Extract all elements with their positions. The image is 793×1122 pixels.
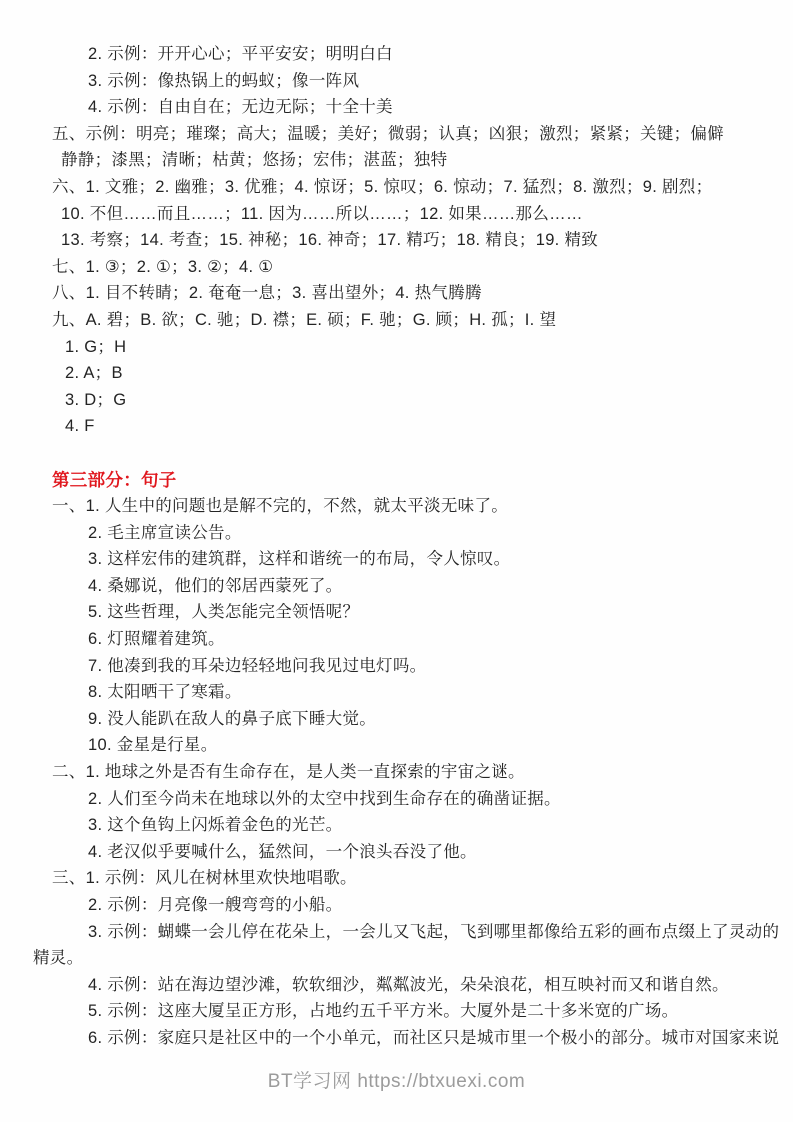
answer-line: 3. 示例：蝴蝶一会儿停在花朵上，一会儿又飞起，飞到哪里都像给五彩的画布点缀上了灵动的 bbox=[88, 922, 780, 941]
answer-line: 六、1. 文雅；2. 幽雅；3. 优雅；4. 惊讶；5. 惊叹；6. 惊动；7. 猛烈；8. 激烈；9. 剧烈； bbox=[52, 177, 713, 196]
answer-line: 6. 示例：家庭只是社区中的一个小单元，而社区只是城市里一个极小的部分。城市对国家来说 bbox=[88, 1028, 780, 1047]
answer-line: 4. 示例：自由自在；无边无际；十全十美 bbox=[88, 98, 393, 117]
answer-line: 2. A；B bbox=[65, 364, 123, 383]
answer-line: 6. 灯照耀着建筑。 bbox=[88, 630, 225, 649]
blank-line bbox=[0, 440, 793, 467]
answer-line: 4. 老汉似乎要喊什么，猛然间，一个浪头吞没了他。 bbox=[88, 842, 477, 861]
answer-line: 2. 人们至今尚未在地球以外的太空中找到生命存在的确凿证据。 bbox=[88, 789, 561, 808]
answer-line: 4. 示例：站在海边望沙滩，软软细沙，粼粼波光，朵朵浪花，相互映衬而又和谐自然。 bbox=[88, 975, 729, 994]
answer-line: 七、1. ③；2. ①；3. ②；4. ① bbox=[52, 257, 274, 276]
answer-line: 5. 示例：这座大厦呈正方形，占地约五千平方米。大厦外是二十多米宽的广场。 bbox=[88, 1002, 679, 1021]
answer-line: 一、1. 人生中的问题也是解不完的，不然，就太平淡无味了。 bbox=[52, 497, 509, 516]
answer-line: 八、1. 目不转睛；2. 奄奄一息；3. 喜出望外；4. 热气腾腾 bbox=[52, 284, 482, 303]
answer-line: 二、1. 地球之外是否有生命存在，是人类一直探索的宇宙之谜。 bbox=[52, 763, 525, 782]
answer-line: 5. 这些哲理，人类怎能完全领悟呢？ bbox=[88, 603, 360, 622]
answer-line: 8. 太阳晒干了寒霜。 bbox=[88, 683, 242, 702]
answer-line: 静静；漆黑；清晰；枯黄；悠扬；宏伟；湛蓝；独特 bbox=[61, 151, 448, 170]
answer-line: 7. 他凑到我的耳朵边轻轻地问我见过电灯吗。 bbox=[88, 656, 427, 675]
answer-line: 13. 考察；14. 考查；15. 神秘；16. 神奇；17. 精巧；18. 精良；19. 精致 bbox=[61, 231, 599, 250]
answer-line: 九、A. 碧；B. 欲；C. 驰；D. 襟；E. 硕；F. 驰；G. 顾；H. 孤；I. 望 bbox=[52, 310, 557, 329]
answer-line: 10. 不但……而且……；11. 因为……所以……；12. 如果……那么…… bbox=[61, 204, 583, 223]
answer-line: 精灵。 bbox=[33, 949, 84, 968]
answer-line: 3. 示例：像热锅上的蚂蚁；像一阵风 bbox=[88, 71, 360, 90]
answer-line: 9. 没人能趴在敌人的鼻子底下睡大觉。 bbox=[88, 709, 377, 728]
section-heading: 第三部分：句子 bbox=[52, 469, 177, 490]
answer-line: 三、1. 示例：风儿在树林里欢快地唱歌。 bbox=[52, 869, 357, 888]
answer-line: 1. G；H bbox=[65, 337, 127, 356]
answer-line: 3. 这样宏伟的建筑群，这样和谐统一的布局，令人惊叹。 bbox=[88, 550, 511, 569]
site-watermark: BT学习网 https://btxuexi.com bbox=[267, 1070, 526, 1092]
answer-line: 2. 毛主席宣读公告。 bbox=[88, 523, 242, 542]
answer-line: 3. D；G bbox=[65, 390, 127, 409]
answer-line: 4. F bbox=[65, 417, 95, 436]
answer-line: 4. 桑娜说，他们的邻居西蒙死了。 bbox=[88, 576, 343, 595]
answer-line: 10. 金星是行星。 bbox=[88, 736, 218, 755]
answer-line: 3. 这个鱼钩上闪烁着金色的光芒。 bbox=[88, 816, 343, 835]
answer-line: 2. 示例：开开心心；平平安安；明明白白 bbox=[88, 45, 393, 63]
answer-line: 2. 示例：月亮像一艘弯弯的小船。 bbox=[88, 896, 343, 914]
answer-line: 五、示例：明亮；璀璨；高大；温暖；美好；微弱；认真；凶狠；激烈；紧紧；关键；偏僻 bbox=[52, 124, 724, 143]
